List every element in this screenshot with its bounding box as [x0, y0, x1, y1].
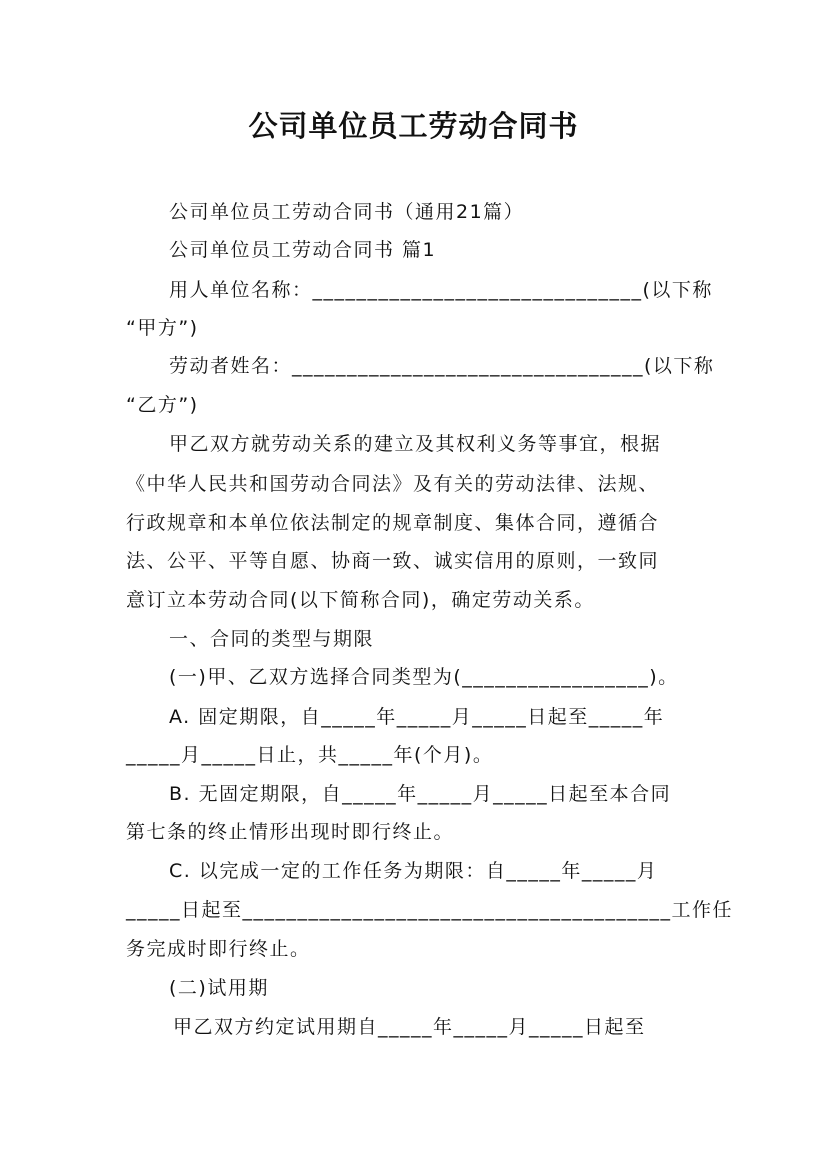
probation-heading-line: (二)试用期 [169, 977, 269, 999]
option-a-line: A. 固定期限，自_____年_____月_____日起至_____年 [169, 706, 665, 728]
option-c-line: C. 以完成一定的工作任务为期限：自_____年_____月 [169, 860, 658, 882]
employee-name-line: 劳动者姓名：________________________________(以下称 [169, 355, 715, 377]
document-title: 公司单位员工劳动合同书 [248, 109, 579, 143]
option-b-line: B. 无固定期限，自_____年_____月_____日起至本合同 [169, 783, 672, 805]
paragraph-line: 法、公平、平等自愿、协商一致、诚实信用的原则，一致同 [126, 550, 660, 572]
paragraph-line: 《中华人民共和国劳动合同法》及有关的劳动法律、法规、 [126, 473, 660, 495]
clause-heading-line: 一、合同的类型与期限 [169, 628, 375, 650]
option-c-line-cont: _____日起至_______________________________________工作任 [126, 899, 734, 921]
option-a-line-cont: _____月_____日止，共_____年(个月)。 [126, 744, 494, 766]
paragraph-line: 甲乙双方就劳动关系的建立及其权利义务等事宜，根据 [169, 433, 662, 455]
section-heading-line: 公司单位员工劳动合同书 篇1 [169, 239, 437, 261]
subtitle-line: 公司单位员工劳动合同书（通用21篇） [169, 201, 525, 223]
option-b-line-cont: 第七条的终止情形出现时即行终止。 [126, 821, 455, 843]
party-a-line: “甲方”) [126, 317, 199, 339]
paragraph-line: 意订立本劳动合同(以下简称合同)，确定劳动关系。 [126, 589, 595, 611]
paragraph-line: 行政规章和本单位依法制定的规章制度、集体合同，遵循合 [126, 512, 660, 534]
option-c-line-end: 务完成时即行终止。 [126, 938, 311, 960]
party-b-line: “乙方”) [126, 394, 199, 416]
probation-line: 甲乙双方约定试用期自_____年_____月_____日起至 [173, 1016, 646, 1038]
employer-name-line: 用人单位名称：______________________________(以下称 [169, 279, 713, 301]
contract-type-line: (一)甲、乙双方选择合同类型为(_________________)。 [169, 666, 679, 688]
